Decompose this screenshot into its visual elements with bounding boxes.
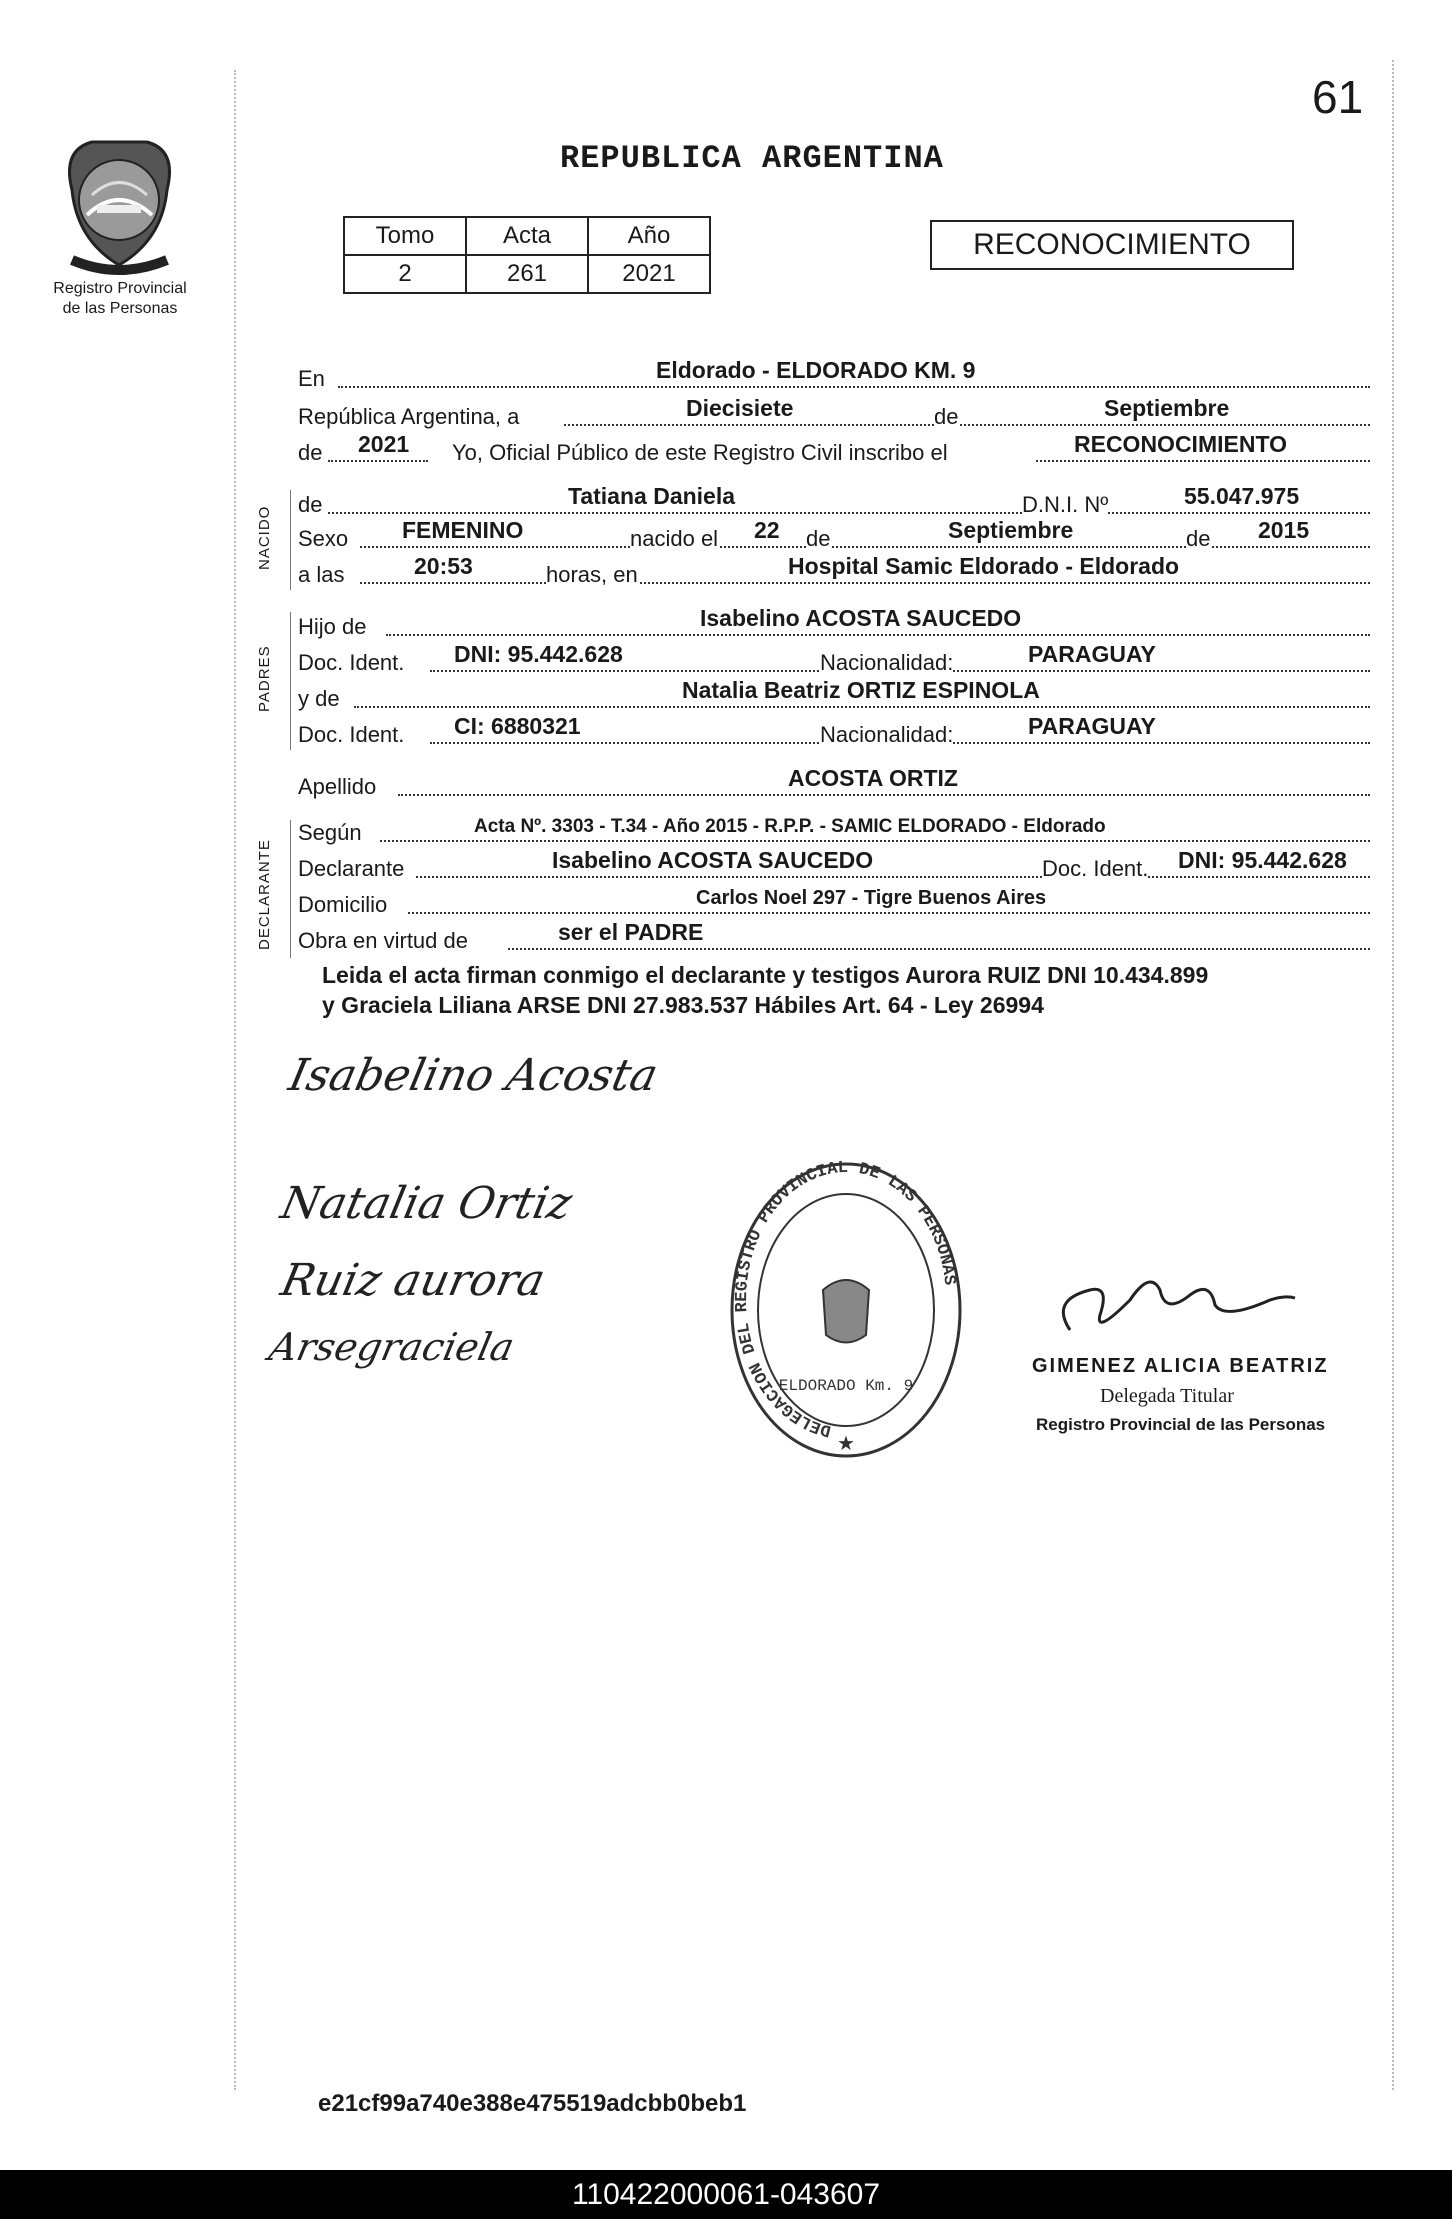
document-title: REPUBLICA ARGENTINA xyxy=(560,140,944,177)
value-sexo: FEMENINO xyxy=(402,517,524,543)
left-margin-line xyxy=(234,70,236,2090)
label-inscribo: Yo, Oficial Público de este Registro Civil inscribo el xyxy=(452,440,948,465)
province-seal-logo xyxy=(52,130,187,275)
table-header-row xyxy=(344,217,710,255)
row-name xyxy=(298,483,1370,520)
value-segun: Acta Nº. 3303 - T.34 - Año 2015 - R.P.P. - SAMIC ELDORADO - Eldorado xyxy=(474,816,1106,837)
row-doc-father xyxy=(298,641,1370,678)
value-birth-time: 20:53 xyxy=(414,553,473,579)
value-father-doc: DNI: 95.442.628 xyxy=(454,641,623,667)
value-birth-year: 2015 xyxy=(1258,517,1310,543)
row-apellido xyxy=(298,765,1370,802)
header-anio: Año xyxy=(588,217,710,255)
registry-table xyxy=(343,216,711,294)
value-mother-name: Natalia Beatriz ORTIZ ESPINOLA xyxy=(682,677,1040,703)
label-apellido: Apellido xyxy=(298,774,377,799)
page-number: 61 xyxy=(1312,71,1364,123)
closing-line2: y Graciela Liliana ARSE DNI 27.983.537 Hábiles Art. 64 - Ley 26994 xyxy=(322,992,1044,1018)
document-hash: e21cf99a740e388e475519adcbb0beb1 xyxy=(318,2090,747,2117)
act-type-box: RECONOCIMIENTO xyxy=(930,220,1294,270)
row-obra xyxy=(298,919,1370,956)
bracket-nacido xyxy=(290,490,291,590)
bracket-declarante xyxy=(290,820,291,958)
value-mother-nationality: PARAGUAY xyxy=(1028,713,1156,739)
row-domicilio xyxy=(298,886,1370,920)
label-doc-ident-declarante: Doc. Ident. xyxy=(1042,856,1149,881)
label-horas-en: horas, en xyxy=(546,562,638,587)
closing-line1: Leida el acta firman conmigo el declarante y testigos Aurora RUIZ DNI 10.434.899 xyxy=(322,962,1209,988)
value-day-written: Diecisiete xyxy=(686,395,794,421)
row-segun xyxy=(298,814,1370,848)
value-month-written: Septiembre xyxy=(1104,395,1230,421)
label-declarante: Declarante xyxy=(298,856,405,881)
right-margin-line xyxy=(1392,60,1394,2090)
value-tomo: 2 xyxy=(344,255,466,293)
value-father-nationality: PARAGUAY xyxy=(1028,641,1156,667)
delegate-signature xyxy=(1040,1260,1300,1350)
closing-statement xyxy=(322,960,1382,1020)
registry-label-line1: Registro Provincial xyxy=(53,280,187,297)
value-father-name: Isabelino ACOSTA SAUCEDO xyxy=(700,605,1022,631)
official-stamp xyxy=(728,1160,964,1460)
value-declarante-doc: DNI: 95.442.628 xyxy=(1178,847,1347,873)
svg-text:★: ★ xyxy=(837,1433,855,1455)
value-apellido: ACOSTA ORTIZ xyxy=(788,765,958,791)
footer-code-bar: 110422000061-043607 xyxy=(0,2170,1452,2219)
stamp-center-text: ELDORADO Km. 9 xyxy=(778,1377,914,1395)
value-declarante: Isabelino ACOSTA SAUCEDO xyxy=(552,847,874,873)
label-dni: D.N.I. Nº xyxy=(1022,492,1109,517)
row-y-de xyxy=(298,677,1370,714)
label-de-birth-month: de xyxy=(806,526,831,551)
delegate-registry: Registro Provincial de las Personas xyxy=(1036,1415,1326,1434)
bracket-padres xyxy=(290,612,291,750)
signature-witness-ruiz: Ruiz aurora xyxy=(276,1255,550,1306)
value-mother-doc: CI: 6880321 xyxy=(454,713,581,739)
label-doc-ident-mother: Doc. Ident. xyxy=(298,722,405,747)
label-nacionalidad-father: Nacionalidad: xyxy=(820,650,954,675)
label-en: En xyxy=(298,366,325,391)
row-hijo-de xyxy=(298,605,1370,642)
value-domicilio: Carlos Noel 297 - Tigre Buenos Aires xyxy=(696,887,1047,909)
row-sexo xyxy=(298,517,1370,554)
row-republica xyxy=(298,395,1370,432)
value-act-type: RECONOCIMIENTO xyxy=(1074,431,1287,457)
value-anio: 2021 xyxy=(588,255,710,293)
label-obra: Obra en virtud de xyxy=(298,928,468,953)
table-value-row xyxy=(344,255,710,293)
signature-declarant: Isabelino Acosta xyxy=(284,1050,663,1101)
label-domicilio: Domicilio xyxy=(298,892,388,917)
side-label-declarante: DECLARANTE xyxy=(256,839,273,950)
header-tomo: Tomo xyxy=(344,217,466,255)
label-de-birth-year: de xyxy=(1186,526,1211,551)
label-doc-ident-father: Doc. Ident. xyxy=(298,650,405,675)
value-dni: 55.047.975 xyxy=(1184,483,1300,509)
label-y-de: y de xyxy=(298,686,340,711)
stamp-ring-text: DELEGACION DEL REGISTRO PROVINCIAL DE LAS PERSONAS xyxy=(732,1160,959,1440)
label-a-las: a las xyxy=(298,562,345,587)
label-de-year: de xyxy=(298,440,323,465)
label-de-name: de xyxy=(298,492,323,517)
label-republica: República Argentina, a xyxy=(298,404,520,429)
row-declarante xyxy=(298,847,1370,884)
signature-mother: Natalia Ortiz xyxy=(276,1178,577,1229)
value-locality: Eldorado - ELDORADO KM. 9 xyxy=(656,357,976,383)
label-nacionalidad-mother: Nacionalidad: xyxy=(820,722,954,747)
value-acta: 261 xyxy=(466,255,588,293)
label-nacido-el: nacido el xyxy=(630,526,719,551)
label-sexo: Sexo xyxy=(298,526,349,551)
registry-label xyxy=(20,279,220,319)
row-en xyxy=(298,357,1370,394)
signature-witness-arse: Arsegraciela xyxy=(265,1325,519,1369)
registry-label-line2: de las Personas xyxy=(62,300,178,317)
side-label-nacido: NACIDO xyxy=(256,505,273,570)
value-child-name: Tatiana Daniela xyxy=(568,483,736,509)
row-doc-mother xyxy=(298,713,1370,750)
value-birth-day: 22 xyxy=(754,517,780,543)
delegate-name: GIMENEZ ALICIA BEATRIZ xyxy=(1032,1355,1329,1377)
delegate-title: Delegada Titular xyxy=(1100,1385,1234,1407)
row-hora xyxy=(298,553,1370,590)
label-hijo-de: Hijo de xyxy=(298,614,367,639)
side-label-padres: PADRES xyxy=(256,645,273,712)
header-acta: Acta xyxy=(466,217,588,255)
value-obra: ser el PADRE xyxy=(558,919,704,945)
value-birth-month: Septiembre xyxy=(948,517,1074,543)
row-year xyxy=(298,431,1370,468)
label-segun: Según xyxy=(298,820,362,845)
value-birth-place: Hospital Samic Eldorado - Eldorado xyxy=(788,553,1180,579)
label-de-month: de xyxy=(934,404,959,429)
value-year: 2021 xyxy=(358,431,410,457)
